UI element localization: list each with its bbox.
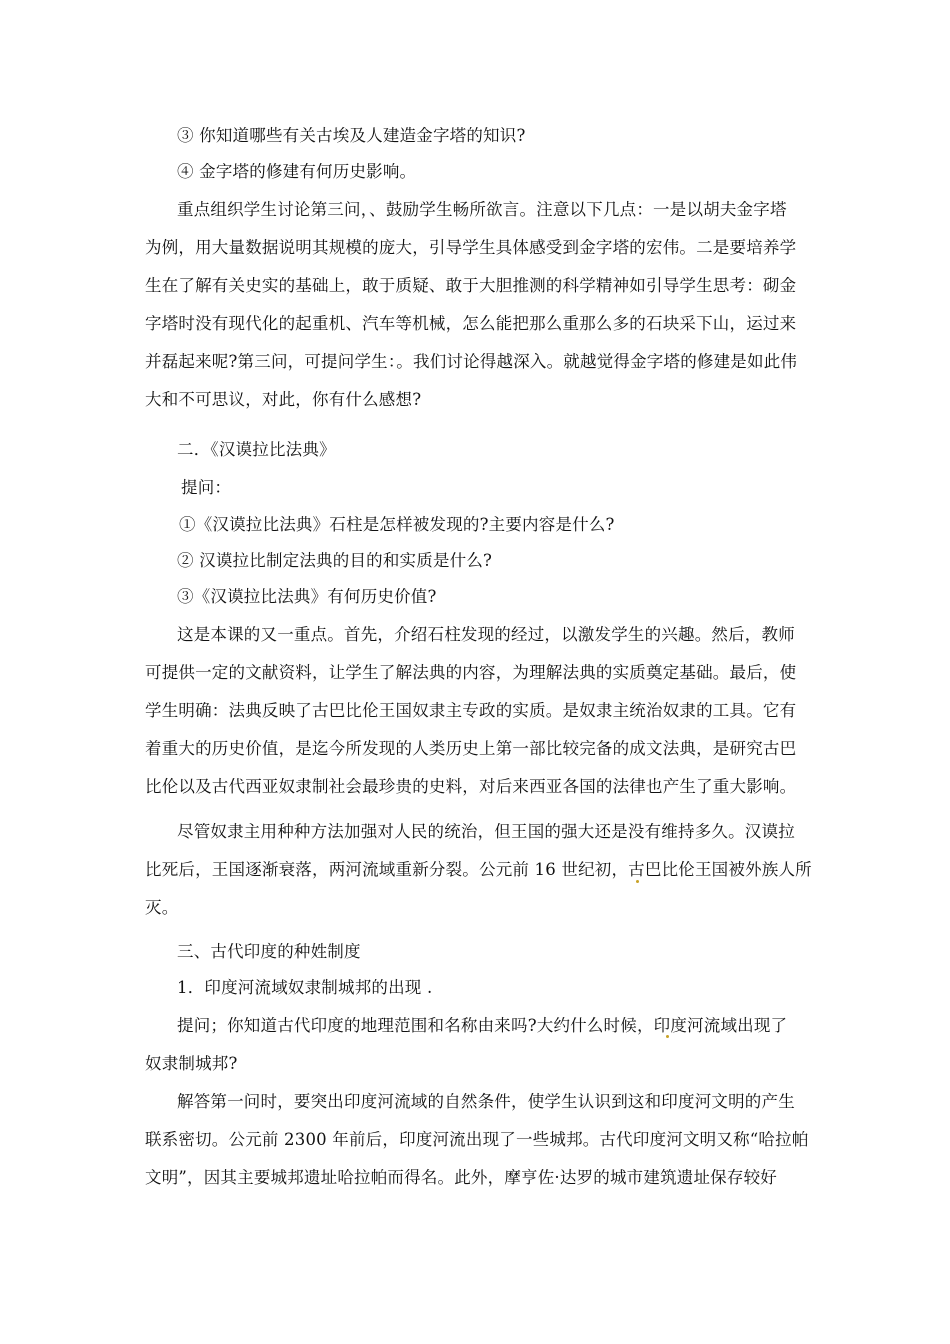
question-label: 提问： [181,478,232,497]
section-heading-caste-system: 三、古代印度的种姓制度 [177,942,361,961]
subsection-heading-city-states: 1．印度河流域奴隶制城邦的出现 . [177,978,433,997]
paragraph-line: 着重大的历史价值，是迄今所发现的人类历史上第一部比较完备的成文法典，是研究古巴 [145,739,797,758]
paragraph-line: 这是本课的又一重点。首先，介绍石柱发现的经过，以激发学生的兴趣。然后，教师 [177,625,795,644]
question-3-historical-value: ③《汉谟拉比法典》有何历史价值? [177,587,437,606]
paragraph-line: 并磊起来呢?第三问，可提问学生：。我们讨论得越深入。就越觉得金字塔的修建是如此伟 [145,352,798,371]
paragraph-line: 可提供一定的文献资料，让学生了解法典的内容，为理解法典的实质奠定基础。最后，使 [145,663,797,682]
paragraph-line: 生在了解有关史实的基础上，敢于质疑、敢于大胆推测的科学精神如引导学生思考：砌金 [145,276,797,295]
paragraph-line: 解答第一问时，要突出印度河流域的自然条件，使学生认识到这和印度河文明的产生 [177,1092,795,1111]
question-2-purpose: ② 汉谟拉比制定法典的目的和实质是什么? [177,551,493,570]
paragraph-line: 奴隶制城邦? [145,1054,238,1073]
paragraph-line: 重点组织学生讨论第三问，、鼓励学生畅所欲言。注意以下几点：一是以胡夫金字塔 [177,200,787,219]
paragraph-line: 学生明确：法典反映了古巴比伦王国奴隶主专政的实质。是奴隶主统治奴隶的工具。它有 [145,701,797,720]
paragraph-line: 字塔时没有现代化的起重机、汽车等机械，怎么能把那么重那么多的石块采下山，运过来 [145,314,797,333]
question-1-stone-pillar: ①《汉谟拉比法典》石柱是怎样被发现的?主要内容是什么? [179,515,615,534]
paragraph-line: 比伦以及古代西亚奴隶制社会最珍贵的史料，对后来西亚各国的法律也产生了重大影响。 [145,777,797,796]
paragraph-line: 联系密切。公元前 2300 年前后，印度河流出现了一些城邦。古代印度河文明又称“哈拉帕 [145,1130,809,1149]
paragraph-line: 为例，用大量数据说明其规模的庞大，引导学生具体感受到金字塔的宏伟。二是要培养学 [145,238,797,257]
paragraph-line: 提问；你知道古代印度的地理范围和名称由来吗?大约什么时候，印度河流域出现了 [177,1016,788,1035]
paragraph-line: 尽管奴隶主用种种方法加强对人民的统治，但王国的强大还是没有维持多久。汉谟拉 [177,822,795,841]
stray-mark [636,880,639,883]
paragraph-line: 灭。 [145,898,179,917]
stray-mark [666,1035,669,1038]
question-3-pyramid-knowledge: ③ 你知道哪些有关古埃及人建造金字塔的知识? [177,126,526,145]
paragraph-line: 大和不可思议，对此，你有什么感想? [145,390,422,409]
paragraph-line: 比死后，王国逐渐衰落，两河流域重新分裂。公元前 16 世纪初，古巴比伦王国被外族人所 [145,860,812,879]
question-4-pyramid-influence: ④ 金字塔的修建有何历史影响。 [177,162,417,181]
section-heading-code-of-hammurabi: 二．《汉谟拉比法典》 [177,440,336,459]
paragraph-line: 文明”，因其主要城邦遗址哈拉帕而得名。此外，摩亨佐·达罗的城市建筑遗址保存较好 [145,1168,777,1187]
